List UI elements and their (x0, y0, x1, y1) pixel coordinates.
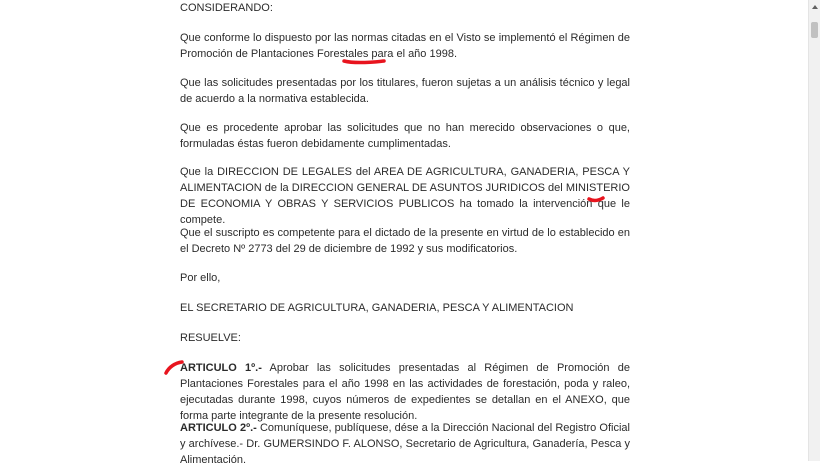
articulo-2-label: ARTICULO 2º.- (180, 422, 257, 434)
articulo-1-label: ARTICULO 1º.- (180, 362, 262, 374)
paragraph-3: Que es procedente aprobar las solicitudes que no han merecido observaciones o que, formuladas éstas fueron debidamente cumplimentadas. (180, 122, 630, 150)
secretario-heading: EL SECRETARIO DE AGRICULTURA, GANADERIA, PESCA Y ALIMENTACION (180, 302, 574, 314)
scroll-up-arrow-icon[interactable] (809, 0, 820, 14)
scrollbar-thumb[interactable] (811, 22, 818, 38)
considerando-heading: CONSIDERANDO: (180, 2, 273, 14)
articulo-1 (180, 360, 630, 424)
paragraph-1: Que conforme lo dispuesto por las normas citadas en el Visto se implementó el Régimen de Promoción de Plantaciones Forestales para el año 1998. (180, 32, 630, 60)
por-ello: Por ello, (180, 272, 221, 284)
articulo-1-text: Aprobar las solicitudes presentadas al Régimen de Promoción de Plantaciones Forestales para el año 1998 en las actividades de forestación, poda y raleo, ejecutadas durante 1998, cuyos números de expedientes se detallan en el ANEXO, que forma parte integrante de la presente resolución. (180, 362, 630, 422)
paragraph-2: Que las solicitudes presentadas por los titulares, fueron sujetas a un análisis técnico y legal de acuerdo a la normativa establecida. (180, 77, 630, 105)
vertical-scrollbar[interactable] (808, 0, 820, 461)
paragraph-5: Que el suscripto es competente para el dictado de la presente en virtud de lo establecido en el Decreto Nº 2773 del 29 de diciembre de 1992 y sus modificatorios. (180, 227, 630, 255)
paragraph-4: Que la DIRECCION DE LEGALES del AREA DE AGRICULTURA, GANADERIA, PESCA Y ALIMENTACION de la DIRECCION GENERAL DE ASUNTOS JURIDICOS del MINISTERIO DE ECONOMIA Y OBRAS Y SERVICIOS PUBLICOS ha tomado la intervención que le compete. (180, 166, 630, 226)
resuelve-heading: RESUELVE: (180, 332, 241, 344)
articulo-2-text: Comuníquese, publíquese, dése a la Dirección Nacional del Registro Oficial y archívese.- Dr. GUMERSINDO F. ALONSO, Secretario de Agricultura, Ganadería, Pesca y Alimentación. (180, 422, 630, 466)
